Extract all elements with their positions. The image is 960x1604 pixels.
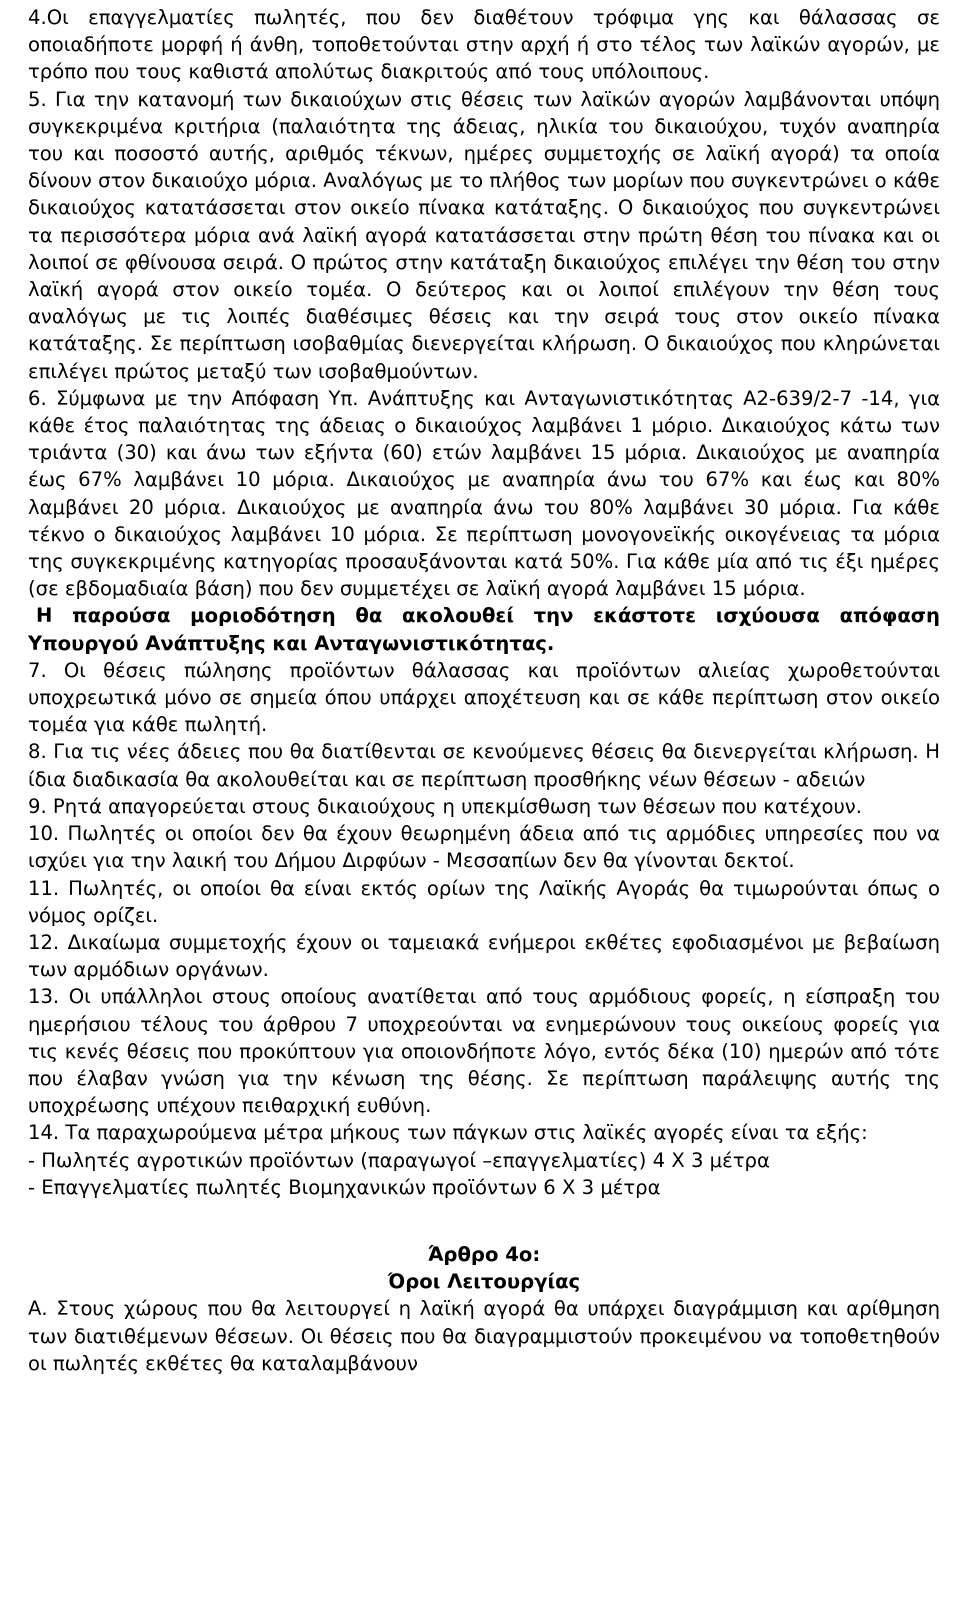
scoring-note: Η παρούσα μοριοδότηση θα ακολουθεί την εκάστοτε ισχύουσα απόφαση Υπουργού Ανάπτυξης και Ανταγωνιστικότητας. [28, 604, 940, 655]
paragraph-a: Α. Στους χώρους που θα λειτουργεί η λαϊκή αγορά θα υπάρχει διαγράμμιση και αρίθμηση των διατιθέμενων θέσεων. Οι θέσεις που θα διαγραμμιστούν προκειμένου να τοποθετηθούν οι πωλητές εκθέτες θα καταλαμβάνουν [28, 1297, 940, 1375]
paragraph-10: 10. Πωλητές οι οποίοι δεν θα έχουν θεωρημένη άδεια από τις αρμόδιες υπηρεσίες που να ισχύει για την λαική του Δήμου Διρφύων - Μεσσαπίων δεν θα γίνονται δεκτοί. [28, 822, 940, 873]
paragraph-14: 14. Τα παραχωρούμενα μέτρα μήκους των πάγκων στις λαϊκές αγορές είναι τα εξής: [28, 1121, 868, 1145]
paragraph-9: 9. Ρητά απαγορεύεται στους δικαιούχους η υπεκμίσθωση των θέσεων που κατέχουν. [28, 794, 862, 818]
paragraph-12: 12. Δικαίωμα συμμετοχής έχουν οι ταμειακά ενήμεροι εκθέτες εφοδιασμένοι με βεβαίωση των αρμόδιων οργάνων. [28, 930, 940, 982]
stall-size-agricultural: - Πωλητές αγροτικών προϊόντων (παραγωγοί –επαγγελματίες) 4 Χ 3 μέτρα [28, 1148, 770, 1172]
paragraph-13: 13. Οι υπάλληλοι στους οποίους ανατίθεται από τους αρμόδιους φορείς, η είσπραξη του ημερήσιου τέλους του άρθρου 7 υποχρεούνται να ενημερώνουν τους οικείους φορείς για τις κενές θέσεις που προκύπτουν για οποιονδήποτε λόγο, εντός δέκα (10) ημερών από τότε που έλαβαν γνώση για την κένωση της θέσης. Σε περίπτωση παράλειψης αυτής της υποχρέωσης υπέχουν πειθαρχική ευθύνη. [28, 985, 940, 1118]
paragraph-11: 11. Πωλητές, οι οποίοι θα είναι εκτός ορίων της Λαϊκής Αγοράς θα τιμωρούνται όπως ο νόμος ορίζει. [28, 876, 940, 927]
article-heading [28, 1241, 940, 1295]
paragraph-4: 4.Οι επαγγελματίες πωλητές, που δεν διαθέτουν τρόφιμα γης και θάλασσας σε οποιαδήποτε μορφή ή άνθη, τοποθετούνται στην αρχή ή στο τέλος των λαϊκών αγορών, με τρόπο που τους καθιστά απολύτως διακριτούς από τους υπόλοιπους. [28, 6, 940, 84]
paragraph-6: 6. Σύμφωνα με την Απόφαση Υπ. Ανάπτυξης και Ανταγωνιστικότητας Α2-639/2-7 -14, για κάθε έτος παλαιότητας της άδειας ο δικαιούχος λαμβάνει 1 μόριο. Δικαιούχος κάτω των τριάντα (30) και άνω των εξήντα (60) ετών λαμβάνει 15 μόρια. Δικαιούχος με αναπηρία έως 67% λαμβάνει 10 μόρια. Δικαιούχος με αναπηρία άνω του 67% και έως και 80% λαμβάνει 20 μόρια. Δικαιούχος με αναπηρία άνω του 80% λαμβάνει 30 μόρια. Για κάθε τέκνο ο δικαιούχος λαμβάνει 10 μόρια. Σε περίπτωση μονογονεϊκής οικογένειας τα μόρια της συγκεκριμένης κατηγορίας προσαυξάνονται κατά 50%. Για κάθε μία από τις έξι ημέρες (σε εβδομαδιαία βάση) που δεν συμμετέχει σε λαϊκή αγορά λαμβάνει 15 μόρια. [28, 386, 940, 601]
article-number: Άρθρο 4ο: [427, 1242, 541, 1266]
paragraph-8: 8. Για τις νέες άδειες που θα διατίθενται σε κενούμενες θέσεις θα διενεργείται κλήρωση. Η ίδια διαδικασία θα ακολουθείται και σε περίπτωση προσθήκης νέων θέσεων - αδειών [28, 740, 940, 791]
paragraph-7: 7. Οι θέσεις πώλησης προϊόντων θάλασσας και προϊόντων αλιείας χωροθετούνται υποχρεωτικά μόνο σε σημεία όπου υπάρχει αποχέτευση και σε κάθε περίπτωση στον οικείο τομέα για κάθε πωλητή. [28, 658, 940, 737]
stall-size-industrial: - Επαγγελματίες πωλητές Βιομηχανικών προϊόντων 6 Χ 3 μέτρα [28, 1175, 661, 1199]
paragraph-5: 5. Για την κατανομή των δικαιούχων στις θέσεις των λαϊκών αγορών λαμβάνονται υπόψη συγκεκριμένα κριτήρια (παλαιότητα της άδειας, ηλικία του δικαιούχου, τυχόν αναπηρία του και ποσοστό αυτής, αριθμός τέκνων, ημέρες συμμετοχής σε λαϊκή αγορά) τα οποία δίνουν στον δικαιούχο μόρια. Αναλόγως με το πλήθος των μορίων που συγκεντρώνει ο κάθε δικαιούχος κατατάσσεται στον οικείο πίνακα κατάταξης. Ο δικαιούχος που συγκεντρώνει τα περισσότερα μόρια ανά λαϊκή αγορά κατατάσσεται στην πρώτη θέση του πίνακα και οι λοιποί σε φθίνουσα σειρά. Ο πρώτος στην κατάταξη δικαιούχος επιλέγει την θέση του στην λαϊκή αγορά στον οικείο τομέα. Ο δεύτερος και οι λοιποί επιλέγουν την θέση τους αναλόγως με τις λοιπές διαθέσιμες θέσεις και την σειρά τους στον οικείο πίνακα κατάταξης. Σε περίπτωση ισοβαθμίας διενεργείται κλήρωση. Ο δικαιούχος που κληρώνεται επιλέγει πρώτος μεταξύ των ισοβαθμούντων. [28, 87, 940, 383]
article-title: Όροι Λειτουργίας [387, 1270, 581, 1294]
